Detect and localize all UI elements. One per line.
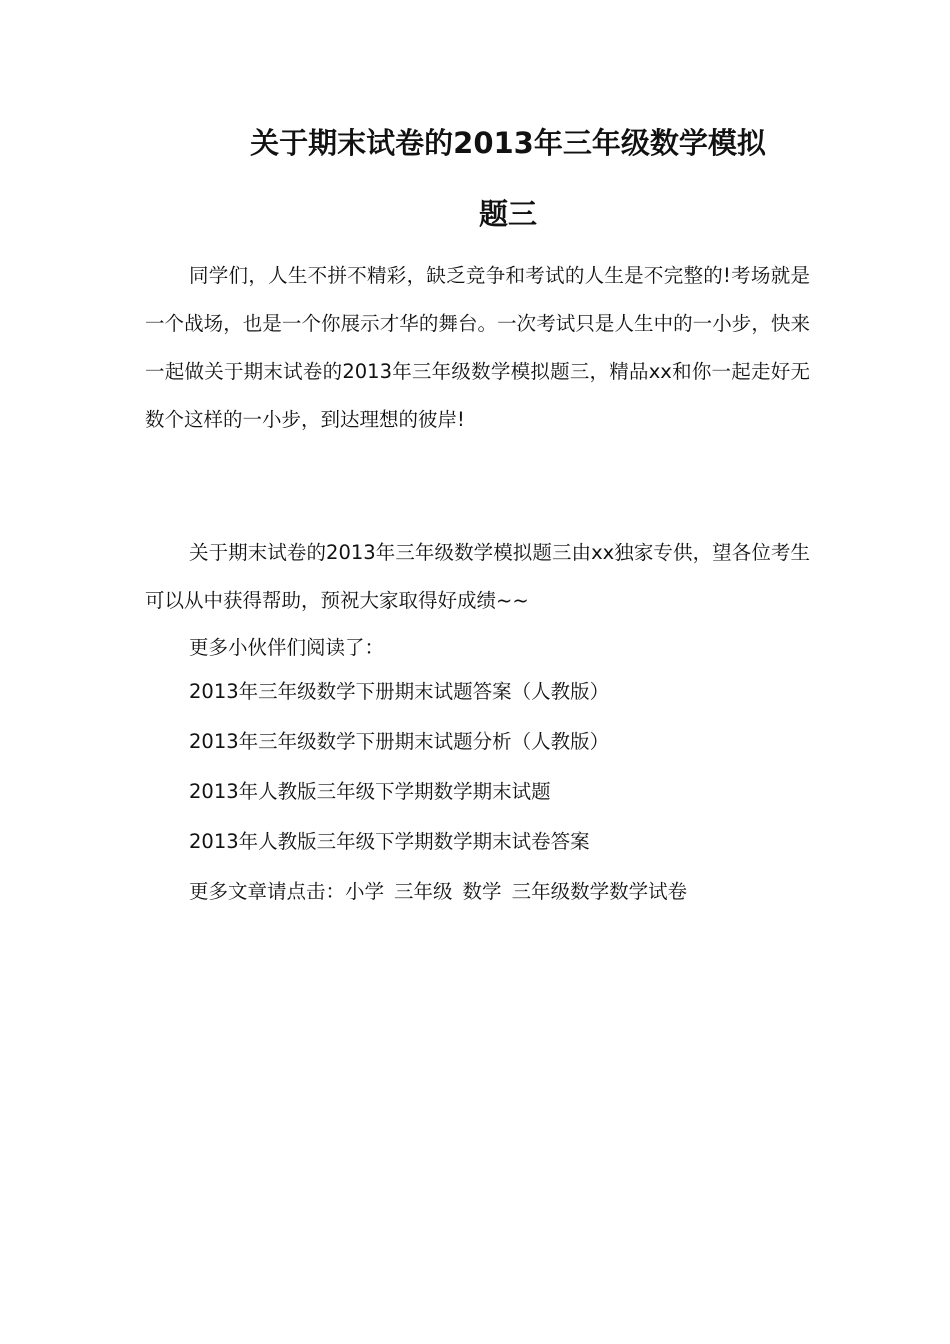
more-articles-label: 更多文章请点击： [189,880,346,903]
related-article-link[interactable]: 2013年三年级数学下册期末试题分析（人教版） [189,730,610,753]
document-title-continued: 题三 [478,197,537,231]
category-link-primary-school[interactable]: 小学 [345,880,385,903]
category-link-grade-three-math-papers[interactable]: 三年级数学数学试卷 [511,880,688,903]
related-article-link[interactable]: 2013年三年级数学下册期末试题答案（人教版） [189,680,610,703]
category-link-grade-three[interactable]: 三年级 [394,880,453,903]
category-link-math[interactable]: 数学 [462,880,502,903]
related-article-link[interactable]: 2013年人教版三年级下学期数学期末试题 [189,780,551,803]
document-title: 关于期末试卷的2013年三年级数学模拟 [250,126,766,160]
more-reading-heading: 更多小伙伴们阅读了： [189,636,385,659]
closing-paragraph: 关于期末试卷的2013年三年级数学模拟题三由xx独家专供，望各位考生可以从中获得帮助，预祝大家取得好成绩~~ [145,541,810,612]
more-articles-line [189,877,687,907]
related-article-link[interactable]: 2013年人教版三年级下学期数学期末试卷答案 [189,830,590,853]
intro-paragraph: 同学们，人生不拼不精彩，缺乏竞争和考试的人生是不完整的!考场就是一个战场，也是一个你展示才华的舞台。一次考试只是人生中的一小步，快来一起做关于期末试卷的2013年三年级数学模拟题三，精品xx和你一起走好无数个这样的一小步，到达理想的彼岸! [145,264,810,431]
